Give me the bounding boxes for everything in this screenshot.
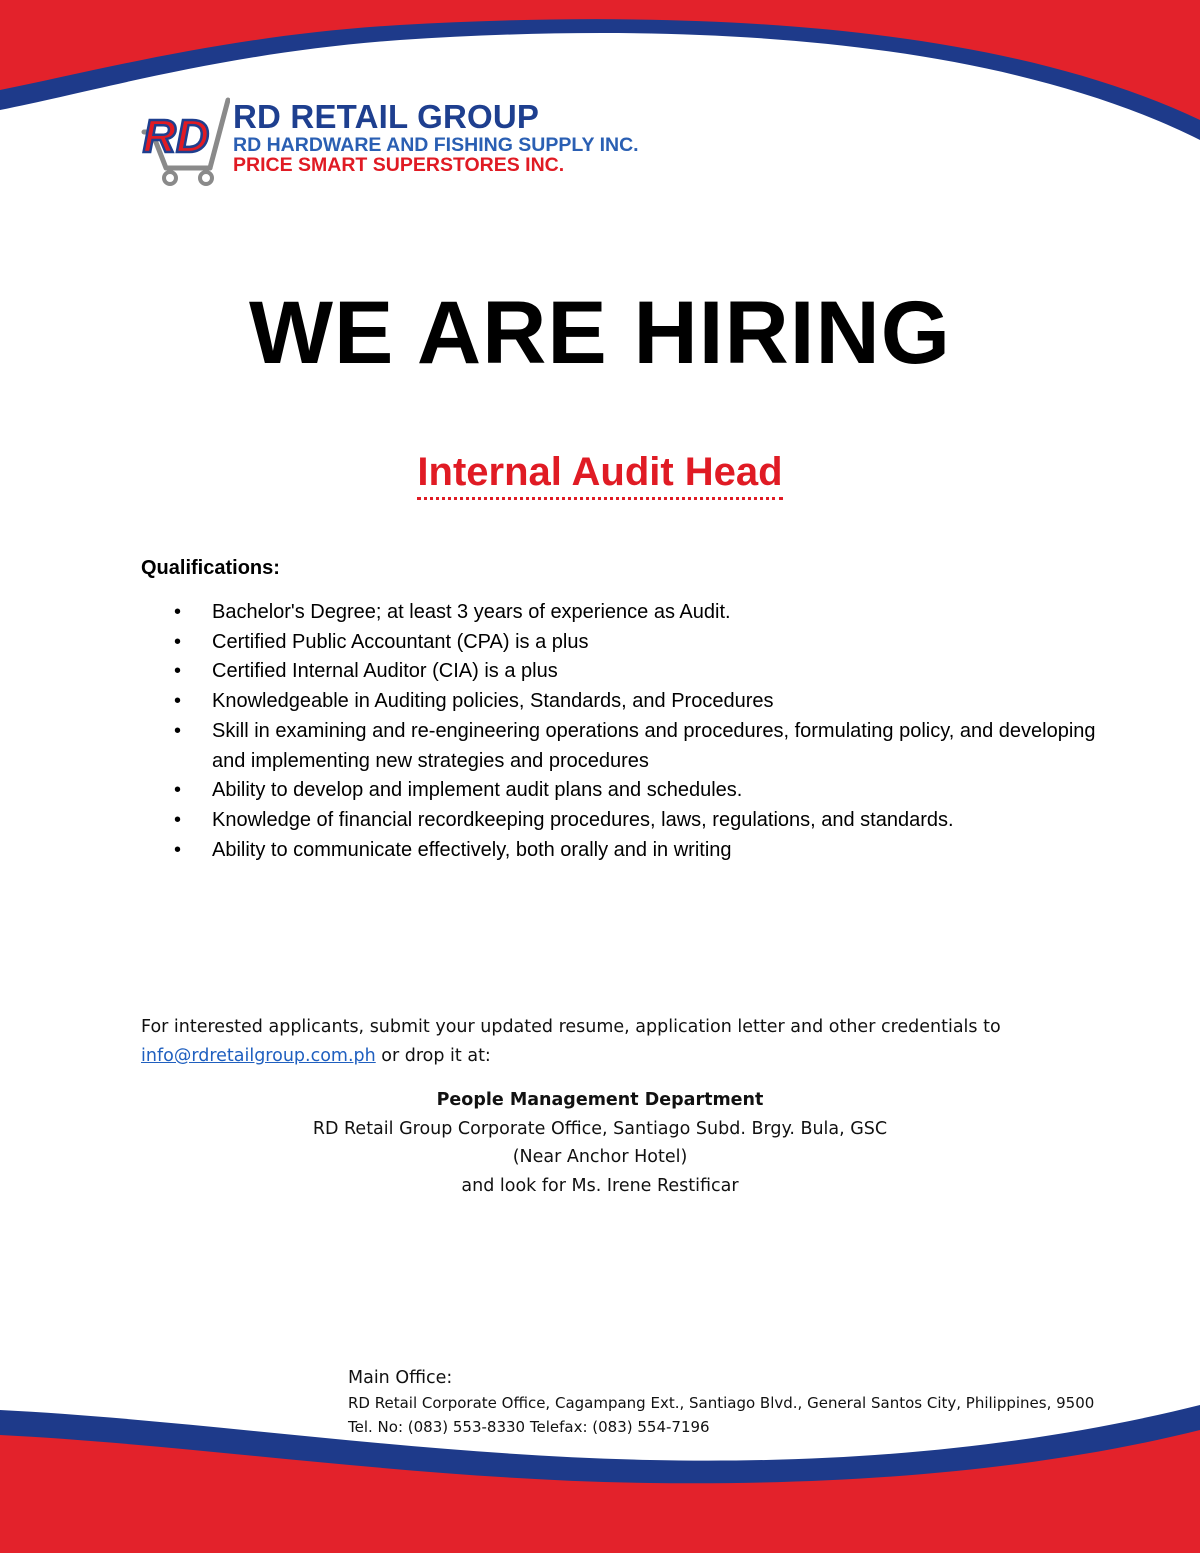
job-title-text: Internal Audit Head <box>417 449 782 500</box>
job-title <box>0 449 1200 500</box>
company-logo <box>140 94 700 189</box>
list-item <box>141 598 1101 628</box>
qualification-text: Certified Internal Auditor (CIA) is a plus <box>212 660 558 683</box>
main-office-footer <box>348 1365 1148 1439</box>
list-item <box>141 628 1101 658</box>
qualification-text: Knowledge of financial recordkeeping procedures, laws, regulations, and standards. <box>212 808 954 831</box>
application-instructions <box>141 1013 1061 1071</box>
contact-person: and look for Ms. Irene Restificar <box>461 1175 739 1196</box>
bullet-icon: • <box>174 630 182 653</box>
bullet-icon: • <box>174 660 182 683</box>
list-item <box>141 717 1101 776</box>
shopping-cart-logo-icon <box>140 94 230 186</box>
main-office-label: Main Office: <box>348 1368 453 1388</box>
qualification-text: Certified Public Accountant (CPA) is a plus <box>212 630 589 653</box>
bullet-icon: • <box>174 838 182 861</box>
email-link[interactable]: info@rdretailgroup.com.ph <box>141 1046 376 1066</box>
department-block <box>0 1086 1200 1200</box>
application-outro: or drop it at: <box>375 1046 491 1066</box>
subsidiary-price-smart: PRICE SMART SUPERSTORES INC. <box>233 154 565 176</box>
qualifications-list <box>141 598 1101 865</box>
company-name: RD RETAIL GROUP <box>233 98 540 135</box>
bullet-icon: • <box>174 719 182 742</box>
logo-text-block <box>233 100 639 175</box>
main-office-phones: Tel. No: (083) 553-8330 Telefax: (083) 554-7196 <box>348 1418 710 1436</box>
application-intro: For interested applicants, submit your updated resume, application letter and other credentials to <box>141 1017 1001 1037</box>
department-address: RD Retail Group Corporate Office, Santiago Subd. Brgy. Bula, GSC <box>312 1118 888 1139</box>
qualification-text: Ability to develop and implement audit plans and schedules. <box>212 779 743 802</box>
hiring-headline: WE ARE HIRING <box>249 282 951 382</box>
list-item <box>141 806 1101 836</box>
qualifications-heading: Qualifications: <box>141 557 280 579</box>
qualification-text: Bachelor's Degree; at least 3 years of experience as Audit. <box>212 601 731 623</box>
list-item <box>141 776 1101 806</box>
list-item <box>141 687 1101 717</box>
department-name: People Management Department <box>436 1090 764 1110</box>
department-landmark: (Near Anchor Hotel) <box>512 1147 688 1167</box>
subsidiary-hardware: RD HARDWARE AND FISHING SUPPLY INC. <box>233 134 639 156</box>
qualification-text: Knowledgeable in Auditing policies, Standards, and Procedures <box>212 690 774 713</box>
bullet-icon: • <box>174 779 182 802</box>
main-office-address: RD Retail Corporate Office, Cagampang Ext., Santiago Blvd., General Santos City, Philippines, 9500 <box>348 1394 1095 1412</box>
bullet-icon: • <box>174 690 182 713</box>
logo-mark-text: RD <box>142 110 210 162</box>
bullet-icon: • <box>174 808 182 831</box>
qualification-text: Ability to communicate effectively, both orally and in writing <box>212 838 732 861</box>
qualification-text: Skill in examining and re-engineering operations and procedures, formulating policy, and developing and implementing new strategies and procedures <box>212 719 1096 772</box>
list-item <box>141 657 1101 687</box>
list-item <box>141 836 1101 866</box>
bullet-icon: • <box>174 601 182 623</box>
